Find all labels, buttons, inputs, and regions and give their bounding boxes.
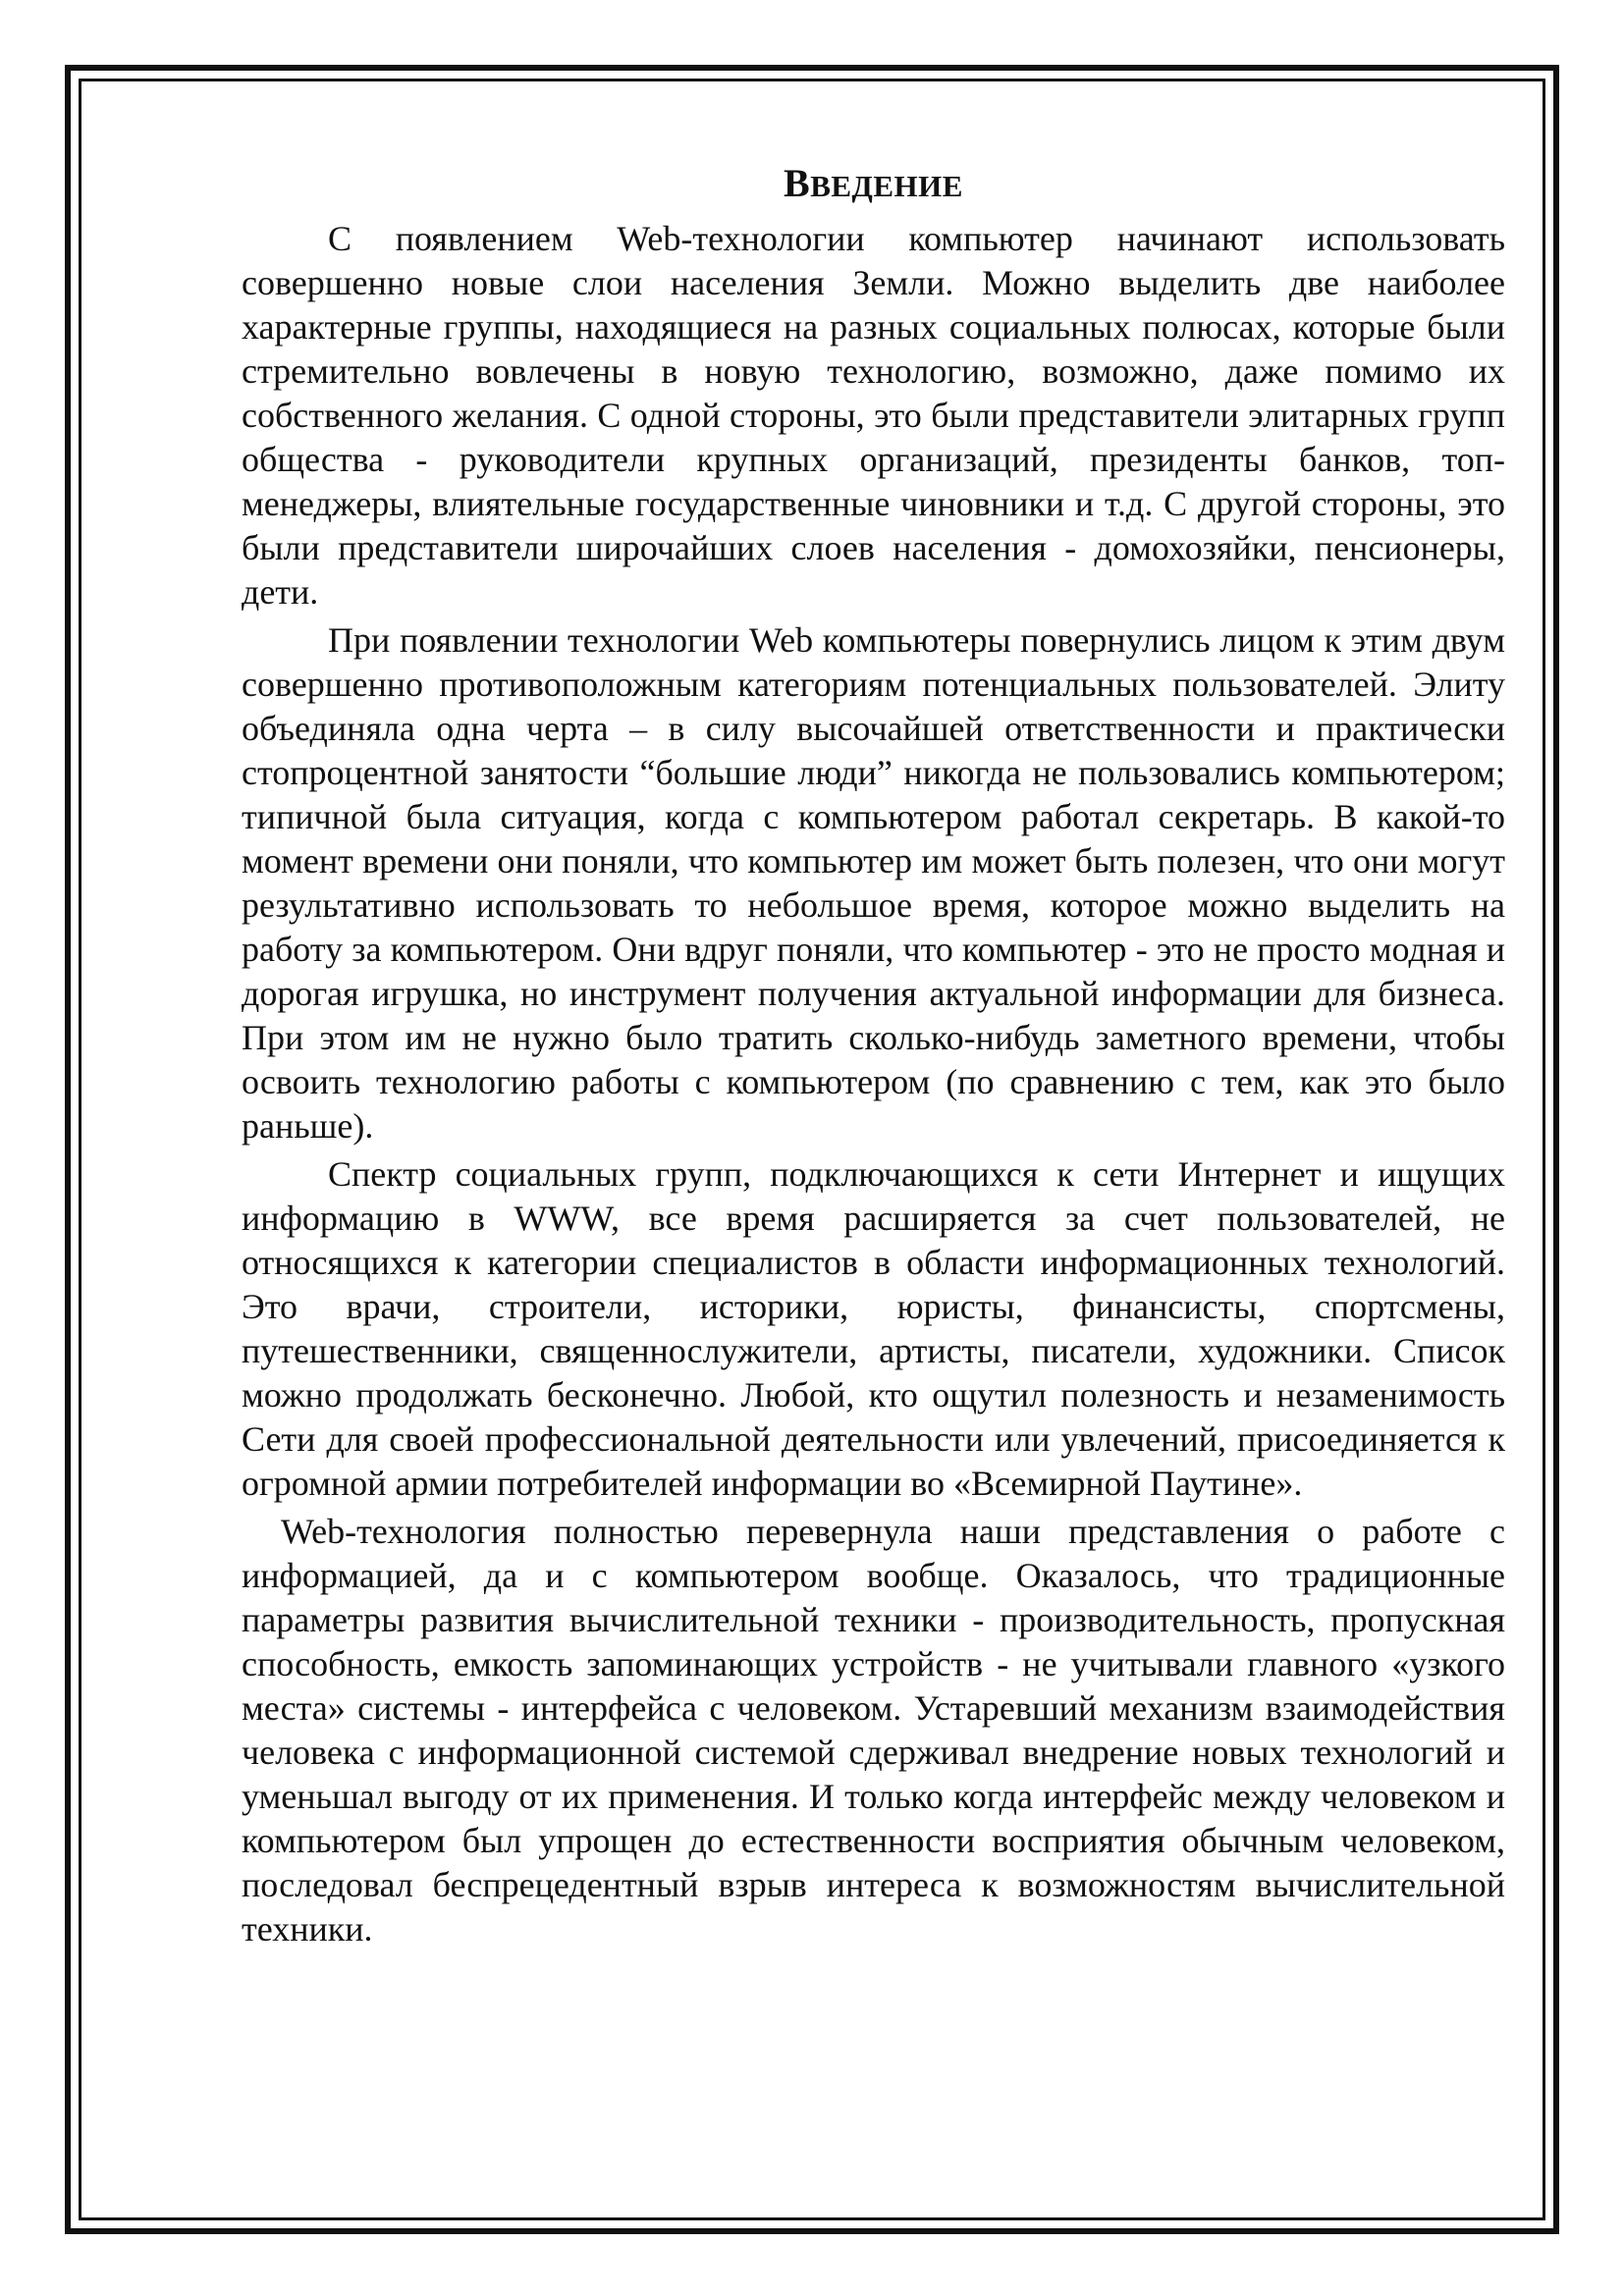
paragraph-1: С появлением Web-технологии компьютер начинают использовать совершенно новые слои населения Земли. Можно выделить две наиболее характерные группы, находящиеся на разных социальных полюсах, которые были стремительно вовлечены в новую технологию, возможно, даже помимо их собственного желания. С одной стороны, это были представители элитарных групп общества - руководители крупных организаций, президенты банков, топ- менеджеры, влиятельные государственные чиновники и т.д. С другой стороны, это были представители широчайших слоев населения - домохозяйки, пенсионеры, дети. <box>242 219 1505 612</box>
title-rest: ВЕДЕНИЕ <box>810 169 963 203</box>
paragraph-3: Спектр социальных групп, подключающихся к сети Интернет и ищущих информацию в WWW, все время расширяется за счет пользователей, не относящихся к категории специалистов в области информационных технологий. Это врачи, строители, историки, юристы, финансисты, спортсмены, путешественники, священнослужители, артисты, писатели, художники. Список можно продолжать бесконечно. Любой, кто ощутил полезность и незаменимость Сети для своей профессиональной деятельности или увлечений, присоединяется к огромной армии потребителей информации во «Всемирной Паутине». <box>242 1154 1505 1503</box>
page-title <box>242 161 1505 209</box>
document-body <box>242 161 1505 1955</box>
paragraph-4: Web-технология полностью перевернула наши представления о работе с информацией, да и с компьютером вообще. Оказалось, что традиционные параметры развития вычислительной техники - производительность, пропускная способность, емкость запоминающих устройств - не учитывали главного «узкого места» системы - интерфейса с человеком. Устаревший механизм взаимодействия человека с информационной системой сдерживал внедрение новых технологий и уменьшал выгоду от их применения. И только когда интерфейс между человеком и компьютером был упрощен до естественности восприятия обычным человеком, последовал беспрецедентный взрыв интереса к возможностям вычислительной техники. <box>242 1512 1505 1949</box>
paragraph-2: При появлении технологии Web компьютеры повернулись лицом к этим двум совершенно противоположным категориям потенциальных пользователей. Элиту объединяла одна черта – в силу высочайшей ответственности и практически стопроцентной занятости “большие люди” никогда не пользовались компьютером; типичной была ситуация, когда с компьютером работал секретарь. В какой-то момент времени они поняли, что компьютер им может быть полезен, что они могут результативно использовать то небольшое время, которое можно выделить на работу за компьютером. Они вдруг поняли, что компьютер - это не просто модная и дорогая игрушка, но инструмент получения актуальной информации для бизнеса. При этом им не нужно было тратить сколько-нибудь заметного времени, чтобы освоить технологию работы с компьютером (по сравнению с тем, как это было раньше). <box>242 620 1505 1146</box>
title-initial: В <box>784 161 811 205</box>
